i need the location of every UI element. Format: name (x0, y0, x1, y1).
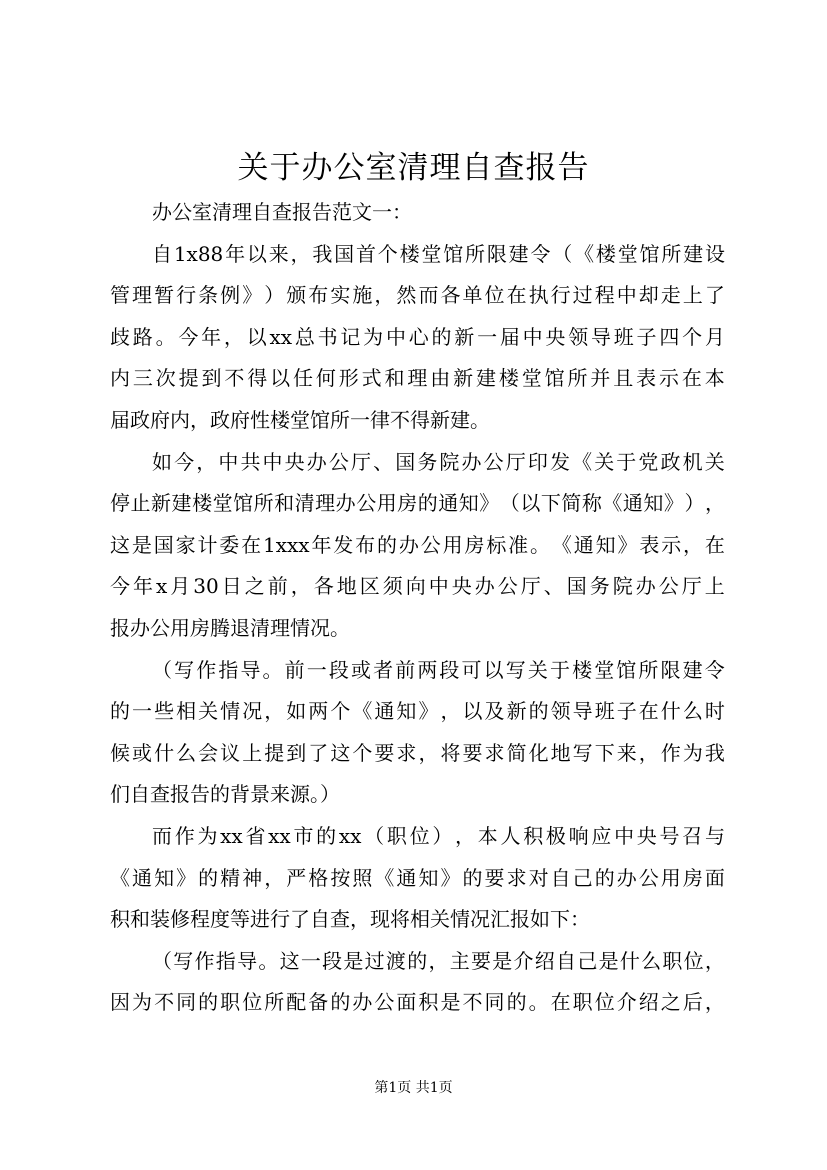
text-line: 因 为 不 同 的 职 位 所 配 备 的 办 公 面 积 是 不 同 的 。 在 职 位 介 绍 之 后 ， (110, 990, 725, 1015)
text-line: 自 1x88 年 以 来 ， 我 国 首 个 楼 堂 馆 所 限 建 令 （ 《 楼 堂 馆 所 建 设 (152, 241, 725, 266)
document-title: 关于办公室清理自查报告 (237, 150, 590, 186)
text-line: 积和装修程度等进行了自查，现将相关情况汇报如下： (110, 907, 590, 932)
text-line: 歧 路 。 今 年 ， 以 xx 总 书 记 为 中 心 的 新 一 届 中 央 领 导 班 子 四 个 月 (110, 324, 725, 349)
page-footer: 第1页 共1页 (374, 1080, 453, 1096)
text-line: 报办公用房腾退清理情况。 (110, 615, 350, 640)
text-line: 而 作 为 xx 省 xx 市 的 xx （ 职 位 ） ， 本 人 积 极 响 应 中 央 号 召 与 (152, 823, 725, 848)
text-line: 今 年 x 月 30 日 之 前 ， 各 地 区 须 向 中 央 办 公 厅 、 国 务 院 办 公 厅 上 (110, 574, 725, 599)
text-line: 停 止 新 建 楼 堂 馆 所 和 清 理 办 公 用 房 的 通 知 》 （ 以 下 简 称 《 通 知 》 ） ， (110, 491, 725, 516)
document-body (110, 192, 725, 1024)
text-line: 候 或 什 么 会 议 上 提 到 了 这 个 要 求 ， 将 要 求 简 化 地 写 下 来 ， 作 为 我 (110, 740, 725, 765)
text-line: 的 一 些 相 关 情 况 ， 如 两 个 《 通 知 》 ， 以 及 新 的 领 导 班 子 在 什 么 时 (110, 699, 725, 724)
text-line: 内 三 次 提 到 不 得 以 任 何 形 式 和 理 由 新 建 楼 堂 馆 所 并 且 表 示 在 本 (110, 366, 725, 391)
text-line: 们自查报告的背景来源。） (110, 782, 340, 807)
text-line: （ 写 作 指 导 。 前 一 段 或 者 前 两 段 可 以 写 关 于 楼 堂 馆 所 限 建 令 (152, 657, 725, 682)
text-line: 届政府内，政府性楼堂馆所一律不得新建。 (110, 407, 490, 432)
text-line: 《 通 知 》 的 精 神 ， 严 格 按 照 《 通 知 》 的 要 求 对 自 己 的 办 公 用 房 面 (110, 865, 725, 890)
text-line: 这 是 国 家 计 委 在 1xxx 年 发 布 的 办 公 用 房 标 准 。 《 通 知 》 表 示 ， 在 (110, 532, 725, 557)
text-line: （ 写 作 指 导 。 这 一 段 是 过 渡 的 ， 主 要 是 介 绍 自 己 是 什 么 职 位 ， (152, 948, 725, 973)
text-line: 如 今 ， 中 共 中 央 办 公 厅 、 国 务 院 办 公 厅 印 发 《 关 于 党 政 机 关 (152, 449, 725, 474)
text-line: 管 理 暂 行 条 例 》 ） 颁 布 实 施 ， 然 而 各 单 位 在 执 行 过 程 中 却 走 上 了 (110, 283, 725, 308)
text-line: 办公室清理自查报告范文一： (152, 200, 412, 224)
